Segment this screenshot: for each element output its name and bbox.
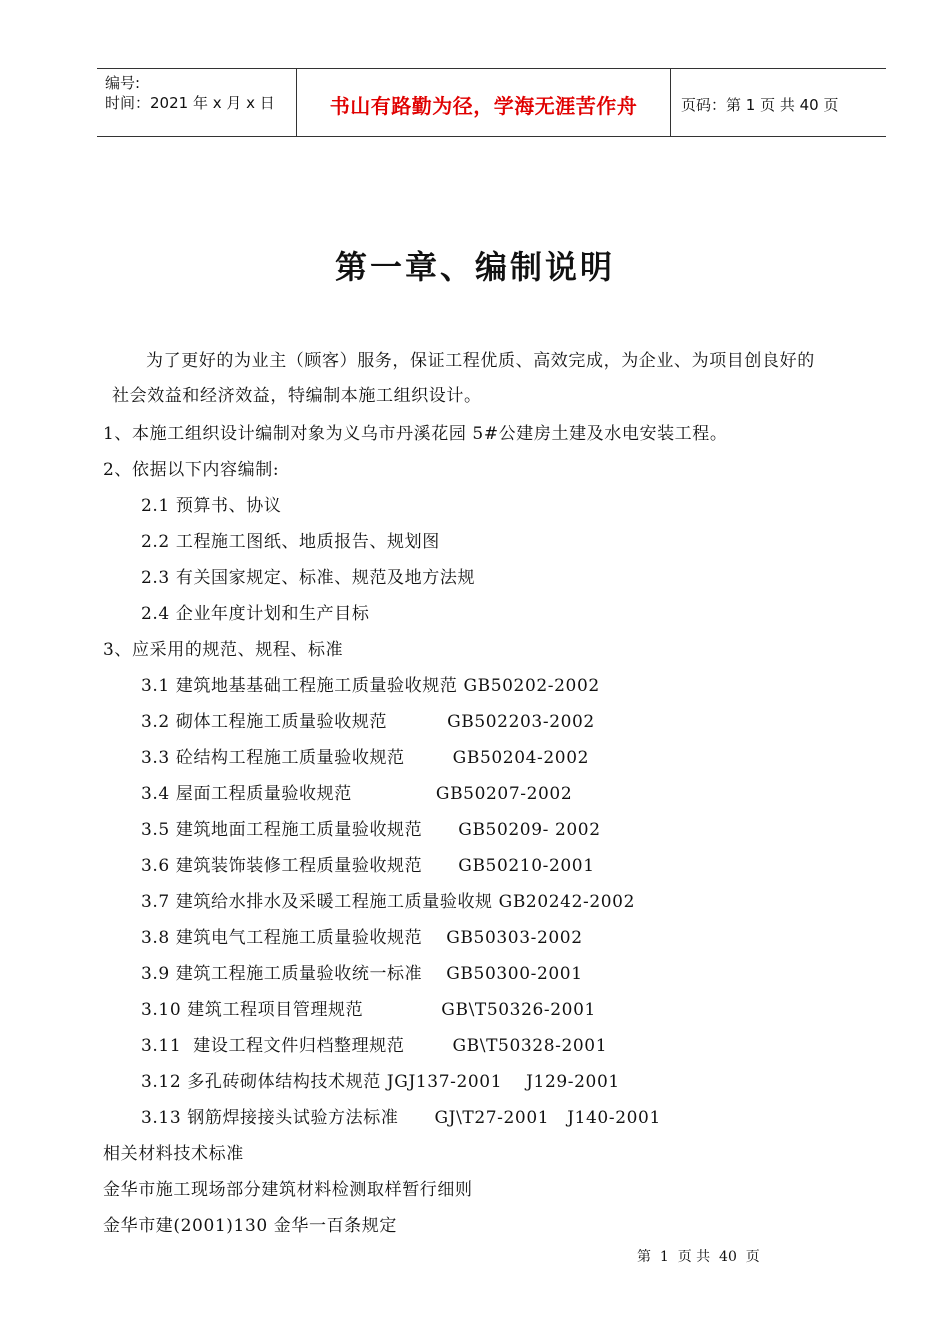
item-2-sub: 2.4 企业年度计划和生产目标 [141,604,370,624]
item-3-sub: 3.5 建筑地面工程施工质量验收规范 GB50209- 2002 [141,820,601,840]
number-label: 编号: [105,74,141,92]
header-meta-cell [97,69,297,136]
header-page-cell [671,69,886,136]
item-2-sub: 2.2 工程施工图纸、地质报告、规划图 [141,532,440,552]
page-header [97,68,886,137]
item-3-sub: 3.8 建筑电气工程施工质量验收规范 GB50303-2002 [141,928,583,948]
intro-line-1: 为了更好的为业主（顾客）服务，保证工程优质、高效完成，为企业、为项目创良好的 [146,351,815,371]
item-3-sub: 3.13 钢筋焊接接头试验方法标准 GJ\T27-2001 J140-2001 [141,1108,661,1128]
item-3-sub: 3.10 建筑工程项目管理规范 GB\T50326-2001 [141,1000,596,1020]
item-2-sub: 2.3 有关国家规定、标准、规范及地方法规 [141,568,476,588]
item-3-sub: 3.1 建筑地基基础工程施工质量验收规范 GB50202-2002 [141,676,600,696]
item-3-sub: 3.12 多孔砖砌体结构技术规范 JGJ137-2001 J129-2001 [141,1072,620,1092]
page-code: 页码：第 1 页 共 40 页 [681,96,839,114]
tail-line: 金华市建(2001)130 金华一百条规定 [103,1216,397,1236]
page-footer: 第 1 页 共 40 页 [637,1249,760,1265]
tail-line: 相关材料技术标准 [103,1144,244,1164]
item-1: 1、本施工组织设计编制对象为义乌市丹溪花园 5#公建房土建及水电安装工程。 [103,424,728,444]
item-3-sub: 3.7 建筑给水排水及采暖工程施工质量验收规 GB20242-2002 [141,892,636,912]
item-3-sub: 3.6 建筑装饰装修工程质量验收规范 GB50210-2001 [141,856,595,876]
item-3-sub: 3.2 砌体工程施工质量验收规范 GB502203-2002 [141,712,595,732]
intro-line-2: 社会效益和经济效益，特编制本施工组织设计。 [112,386,482,406]
item-3-sub: 3.11 建设工程文件归档整理规范 GB\T50328-2001 [141,1036,608,1056]
item-3-sub: 3.9 建筑工程施工质量验收统一标准 GB50300-2001 [141,964,583,984]
time-label: 时间：2021 年 x 月 x 日 [105,94,275,112]
item-3-sub: 3.3 砼结构工程施工质量验收规范 GB50204-2002 [141,748,590,768]
item-3-sub: 3.4 屋面工程质量验收规范 GB50207-2002 [141,784,573,804]
item-3: 3、应采用的规范、规程、标准 [103,640,344,660]
item-2-sub: 2.1 预算书、协议 [141,496,282,516]
tail-line: 金华市施工现场部分建筑材料检测取样暂行细则 [103,1180,473,1200]
header-motto-cell [297,69,671,136]
chapter-title: 第一章、编制说明 [334,248,615,286]
item-2: 2、依据以下内容编制: [103,460,280,480]
motto: 书山有路勤为径，学海无涯苦作舟 [329,94,638,118]
